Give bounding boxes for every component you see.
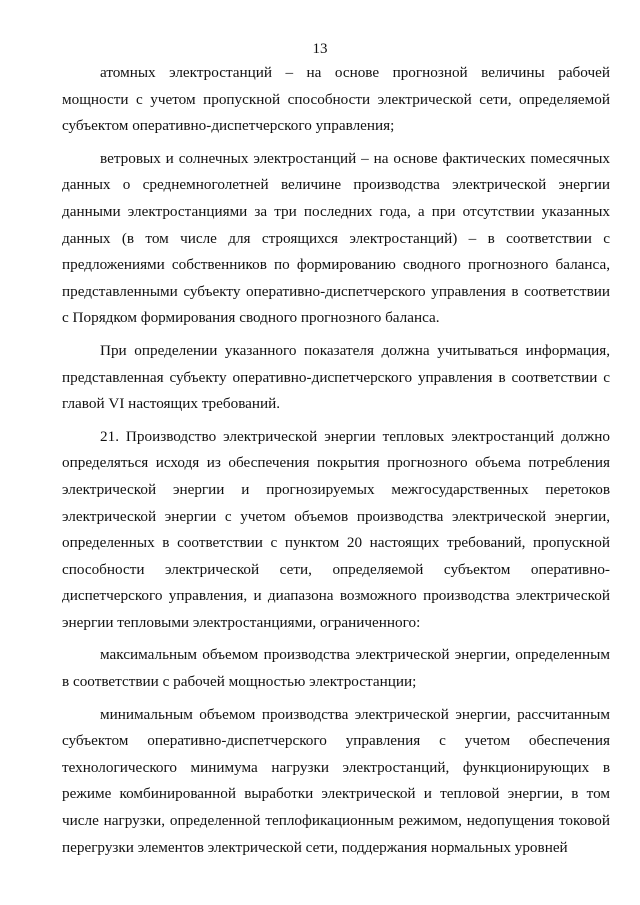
page-number: 13: [312, 41, 328, 57]
paragraph-indicator-information: При определении указанного показателя должна учитываться информация, представленная субъекту оперативно-диспетчерского управления в соответствии с главой VI настоящих требований.: [62, 341, 610, 413]
paragraph-item-21: 21. Производство электрической энергии тепловых электростанций должно определяться исходя из обеспечения покрытия прогнозного объема потребления электрической энергии и прогнозируемых межгосударственных перетоков электрической энергии с учетом объемов производства электрической энергии, определенных в соответствии с пунктом 20 настоящих требований, пропускной способности электрической сети, определяемой субъектом оперативно-диспетчерского управления, и диапазона возможного производства электрической энергии тепловыми электростанциями, ограниченного:: [62, 427, 610, 631]
paragraph-wind-solar-plants: ветровых и солнечных электростанций – на основе фактических помесячных данных о среднемноголетней величине производства электрической энергии данными электростанциями за три последних года, а при отсутствии указанных данных (в том числе для строящихся электростанций) – в соответствии с предложениями собственников по формированию сводного прогнозного баланса, представленными субъекту оперативно-диспетчерского управления в соответствии с Порядком формирования сводного прогнозного баланса.: [62, 149, 610, 327]
paragraph-maximum-volume: максимальным объемом производства электрической энергии, определенным в соответствии с рабочей мощностью электростанции;: [62, 646, 610, 691]
paragraph-atomic-plants: атомных электростанций – на основе прогнозной величины рабочей мощности с учетом пропускной способности электрической сети, определяемой субъектом оперативно-диспетчерского управления;: [62, 64, 610, 135]
paragraph-minimum-volume: минимальным объемом производства электрической энергии, рассчитанным субъектом оперативно-диспетчерского управления с учетом обеспечения технологического минимума нагрузки электростанций, функционирующих в режиме комбинированной выработки электрической и тепловой энергии, в том числе нагрузки, определенной теплофикационным режимом, недопущения токовой перегрузки элементов электрической сети, поддержания нормальных уровней: [62, 705, 610, 856]
document-body: [62, 60, 610, 861]
